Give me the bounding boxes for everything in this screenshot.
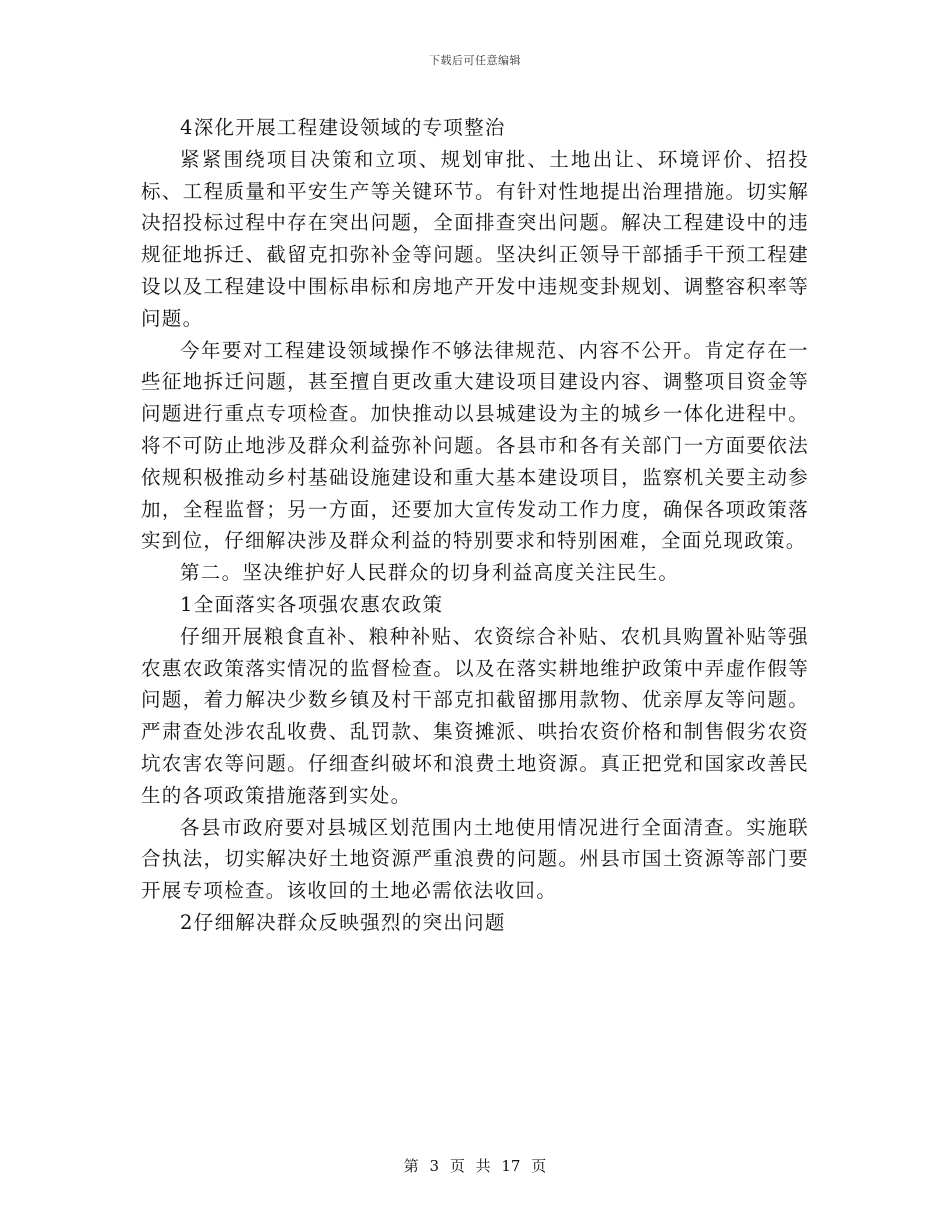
document-body [141, 112, 809, 939]
page-footer: 第 3 页 共 17 页 [403, 1157, 547, 1175]
section-heading-second: 第二。坚决维护好人民群众的切身利益高度关注民生。 [180, 561, 680, 585]
body-paragraph: 各县市政府要对县城区划范围内土地使用情况进行全面清查。实施联合执法，切实解决好土地资源严重浪费的问题。州县市国土资源等部门要开展专项检查。该收回的土地必需依法收回。 [141, 815, 809, 903]
section-heading-4: 4深化开展工程建设领域的专项整治 [180, 116, 506, 139]
body-paragraph: 紧紧围绕项目决策和立项、规划审批、土地出让、环境评价、招投标、工程质量和平安生产等关键环节。有针对性地提出治理措施。切实解决招投标过程中存在突出问题，全面排查突出问题。解决工程建设中的违规征地拆迁、截留克扣弥补金等问题。坚决纠正领导干部插手干预工程建设以及工程建设中围标串标和房地产开发中违规变卦规划、调整容积率等问题。 [141, 147, 809, 330]
body-paragraph: 今年要对工程建设领域操作不够法律规范、内容不公开。肯定存在一些征地拆迁问题，甚至擅自更改重大建设项目建设内容、调整项目资金等问题进行重点专项检查。加快推动以县城建设为主的城乡一体化进程中。将不可防止地涉及群众利益弥补问题。各县市和各有关部门一方面要依法依规积极推动乡村基础设施建设和重大基本建设项目，监察机关要主动参加，全程监督；另一方面，还要加大宣传发动工作力度，确保各项政策落实到位，仔细解决涉及群众利益的特别要求和特别困难，全面兑现政策。 [141, 338, 809, 553]
body-paragraph: 仔细开展粮食直补、粮种补贴、农资综合补贴、农机具购置补贴等强农惠农政策落实情况的监督检查。以及在落实耕地维护政策中弄虚作假等问题，着力解决少数乡镇及村干部克扣截留挪用款物、优亲厚友等问题。严肃查处涉农乱收费、乱罚款、集资摊派、哄抬农资价格和制售假劣农资坑农害农等问题。仔细查纠破坏和浪费土地资源。真正把党和国家改善民生的各项政策措施落到实处。 [141, 624, 809, 807]
section-heading-1: 1全面落实各项强农惠农政策 [180, 592, 444, 616]
page-header: 下载后可任意编辑 [429, 54, 521, 67]
section-heading-2: 2仔细解决群众反映强烈的突出问题 [180, 910, 506, 934]
